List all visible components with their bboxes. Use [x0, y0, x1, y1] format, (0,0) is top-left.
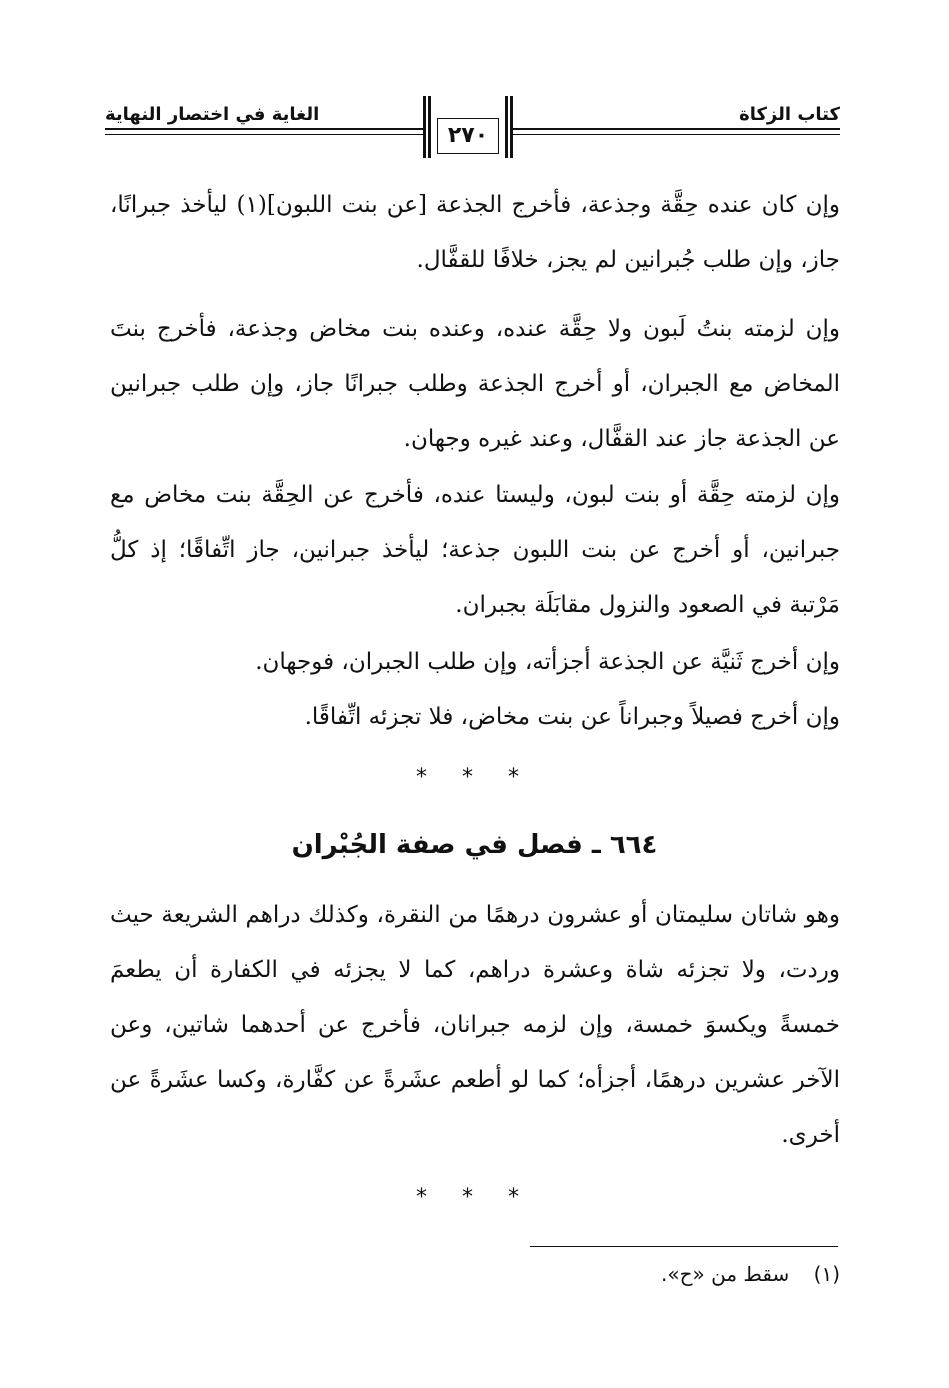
frame-right-bar — [505, 96, 513, 158]
section-heading: ٦٦٤ ـ فصل في صفة الجُبْران — [291, 830, 658, 860]
section-paragraph: وهو شاتان سليمتان أو عشرون درهمًا من النقرة، وكذلك دراهم الشريعة حيث وردت، ولا تجزئه شاة وعشرة دراهم، كما لا يجزئه في الكفارة أن يطعمَ خمسةً ويكسوَ خمسة، وإن لزمه جبرانان، فأخرج عن أحدهما شاتين، وعن الآخر عشرين درهمًا، أجزأه؛ كما لو أطعم عشَرةً عن كفَّارة، وكسا عشَرةً عن أخرى. — [110, 902, 840, 1148]
section-separator-2: * * * — [416, 1185, 533, 1210]
footnote-marker: (١) — [813, 1262, 840, 1286]
book-title: الغاية في اختصار النهاية — [105, 104, 320, 125]
footnote — [110, 1262, 840, 1286]
paragraph-2: وإن لزمته بنتُ لَبون ولا حِقَّة عنده، وعنده بنت مخاض وجذعة، فأخرج بنتَ المخاض مع الجبران، أو أخرج الجذعة وطلب جبرانًا جاز، وإن طلب جبرانين عن الجذعة جاز عند القفَّال، وعند غيره وجهان. — [110, 316, 840, 452]
page-header — [105, 88, 840, 168]
paragraph-4: وإن أخرج ثَنيَّة عن الجذعة أجزأته، وإن طلب الجبران، فوجهان. — [255, 649, 840, 675]
footnote-rule — [530, 1246, 838, 1247]
page-number: ٢٧٠ — [447, 123, 489, 148]
section-separator-1: * * * — [416, 765, 533, 790]
page-number-frame — [423, 96, 513, 158]
chapter-title: كتاب الزكاة — [739, 104, 840, 125]
paragraph-5: وإن أخرج فصيلاً وجبراناً عن بنت مخاض، فلا تجزئه اتِّفاقًا. — [304, 704, 840, 730]
page-number-box — [437, 118, 499, 154]
paragraph-1: وإن كان عنده حِقَّة وجذعة، فأخرج الجذعة [عن بنت اللبون](١) ليأخذ جبرانًا، جاز، وإن طلب جُبرانين لم يجز، خلافًا للقفَّال. — [110, 192, 840, 273]
footnote-text: سقط من «ح». — [661, 1262, 790, 1286]
paragraph-3: وإن لزمته حِقَّة أو بنت لبون، وليستا عنده، فأخرج عن الحِقَّة بنت مخاض مع جبرانين، أو أخرج عن بنت اللبون جذعة؛ ليأخذ جبرانين، جاز اتِّفاقًا؛ إذ كلُّ مَرْتبة في الصعود والنزول مقابَلَة بجبران. — [110, 482, 840, 618]
frame-left-bar — [423, 96, 431, 158]
